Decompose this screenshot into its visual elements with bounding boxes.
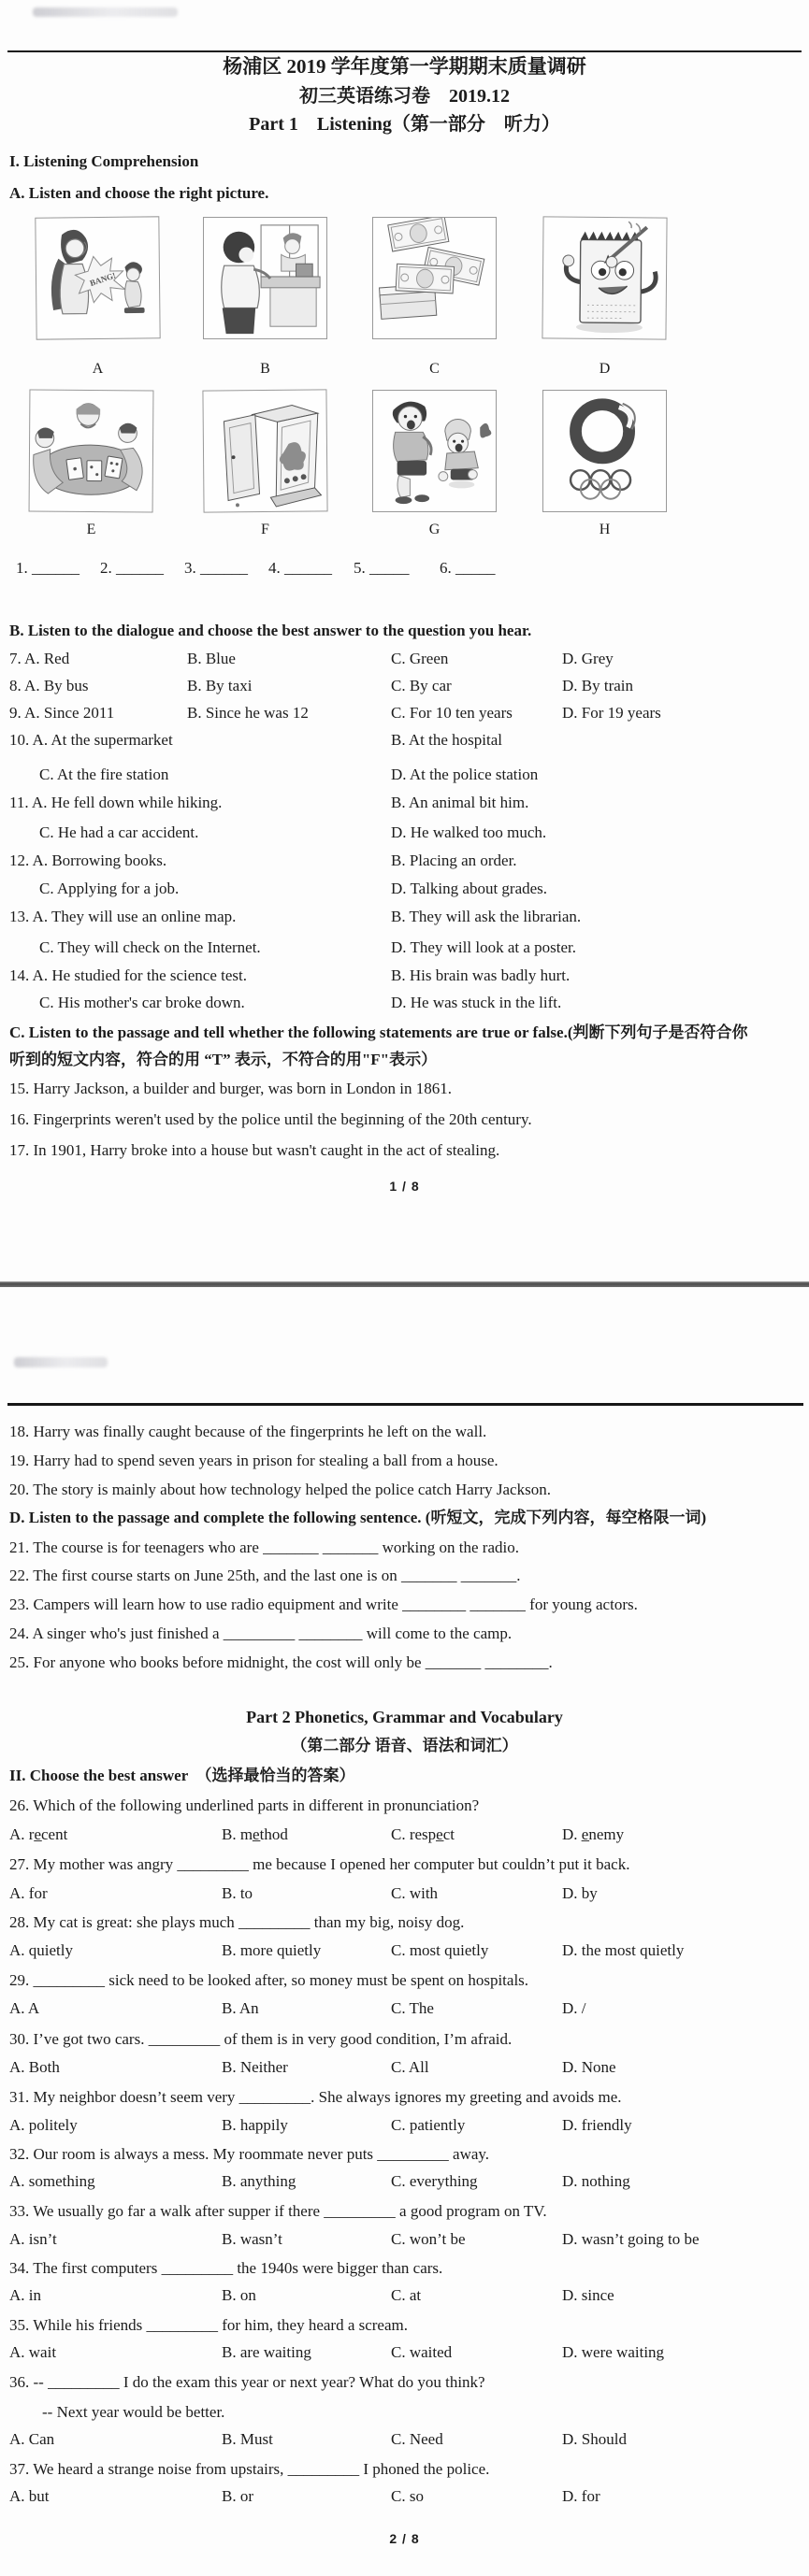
picture-a-label: A	[92, 361, 104, 377]
question-14-row1	[0, 966, 809, 987]
section-c-heading-line2: 听到的短文内容，符合的用 “T” 表示，不符合的用"F"表示）	[9, 1051, 438, 1068]
q12-option-a: 12. A. Borrowing books.	[9, 852, 167, 869]
question-13-row2	[0, 938, 809, 959]
q8-option-a: 8. A. By bus	[9, 677, 89, 694]
q28-option-d: D. the most quietly	[562, 1941, 685, 1959]
answer-blank-2: 2. ______	[100, 559, 164, 577]
q33-option-c: C. won’t be	[391, 2230, 466, 2248]
page2-number: 2 / 8	[389, 2531, 420, 2546]
rings-image	[543, 391, 666, 511]
counter-scene-image	[204, 218, 326, 338]
q12-option-c: C. Applying for a job.	[39, 880, 180, 897]
q9-option-a: 9. A. Since 2011	[9, 704, 115, 722]
q12-option-b: B. Placing an order.	[391, 852, 517, 869]
q14-option-b: B. His brain was badly hurt.	[391, 966, 571, 984]
bang-text: BANG!	[88, 270, 117, 288]
question-14-row2	[0, 994, 809, 1014]
fill-23: 23. Campers will learn how to use radio equipment and write ________ _______ for young actors.	[9, 1596, 638, 1613]
section-b-heading: B. Listen to the dialogue and choose the best answer to the question you hear.	[9, 622, 532, 639]
fill-22: 22. The first course starts on June 25th, and the last one is on _______ _______.	[9, 1567, 521, 1584]
q30-option-a: A. Both	[9, 2058, 60, 2076]
q36-option-a: A. Can	[9, 2430, 55, 2448]
card-game-image	[30, 391, 153, 512]
q34-option-a: A. in	[9, 2286, 41, 2304]
page-break-bar	[0, 1281, 809, 1287]
q31-option-d: D. friendly	[562, 2116, 632, 2134]
section-d-heading: D. Listen to the passage and complete the following sentence. (听短文，完成下列内容，每空格限一词)	[9, 1509, 707, 1526]
q8-option-c: C. By car	[391, 677, 452, 694]
q33-option-b: B. wasn’t	[222, 2230, 282, 2248]
q36-option-b: B. Must	[222, 2430, 273, 2448]
q37-stem: 37. We heard a strange noise from upstairs, _________ I phoned the police.	[9, 2460, 490, 2478]
q36-stem: 36. -- _________ I do the exam this year or next year? What do you think?	[9, 2373, 485, 2391]
fill-21: 21. The course is for teenagers who are _______ _______ working on the radio.	[9, 1538, 519, 1556]
q37-options	[0, 2487, 809, 2508]
q34-option-b: B. on	[222, 2286, 256, 2304]
q28-option-b: B. more quietly	[222, 1941, 322, 1959]
q27-stem: 27. My mother was angry _________ me because I opened her computer but couldn’t put it back.	[9, 1855, 630, 1873]
q10-option-a: 10. A. At the supermarket	[9, 731, 173, 749]
fill-25: 25. For anyone who books before midnight, the cost will only be _______ ________.	[9, 1653, 553, 1671]
picture-d-frame	[542, 216, 667, 339]
q36-stem-line2: -- Next year would be better.	[42, 2403, 225, 2421]
q10-option-c: C. At the fire station	[39, 766, 169, 783]
statement-20: 20. The story is mainly about how technology helped the police catch Harry Jackson.	[9, 1481, 551, 1498]
picture-e-label: E	[86, 522, 96, 537]
q14-option-c: C. His mother's car broke down.	[39, 994, 245, 1011]
q26-option-b: B. me̲thod	[222, 1825, 288, 1843]
picture-g-frame	[372, 390, 497, 512]
notepad-character-image	[542, 217, 666, 338]
picture-f-label: F	[261, 522, 269, 537]
fill-24: 24. A singer who's just finished a _________ ________ will come to the camp.	[9, 1624, 513, 1642]
q27-option-c: C. with	[391, 1884, 439, 1902]
q31-stem: 31. My neighbor doesn’t seem very _________. She always ignores my greeting and avoids me.	[9, 2088, 622, 2106]
q13-option-c: C. They will check on the Internet.	[39, 938, 261, 956]
q37-option-b: B. or	[222, 2487, 253, 2505]
picture-f-frame	[202, 389, 327, 512]
q34-option-c: C. at	[391, 2286, 422, 2304]
answer-blank-5: 5. _____	[354, 559, 410, 577]
scan-smudge-top	[33, 7, 178, 17]
q31-option-b: B. happily	[222, 2116, 288, 2134]
part1-title: Part 1 Listening（第一部分 听力）	[249, 114, 560, 135]
q30-option-d: D. None	[562, 2058, 616, 2076]
q27-option-b: B. to	[222, 1884, 253, 1902]
statement-17: 17. In 1901, Harry broke into a house but wasn't caught in the act of stealing.	[9, 1141, 500, 1159]
q27-options	[0, 1884, 809, 1905]
q12-option-d: D. Talking about grades.	[391, 880, 548, 897]
question-10-row1	[0, 731, 809, 751]
q26-option-d: D. e̲nemy	[562, 1825, 625, 1843]
q14-option-a: 14. A. He studied for the science test.	[9, 966, 247, 984]
q34-options	[0, 2286, 809, 2307]
q7-option-a: 7. A. Red	[9, 650, 70, 667]
statement-15: 15. Harry Jackson, a builder and burger, was born in London in 1861.	[9, 1080, 453, 1097]
q9-option-c: C. For 10 ten years	[391, 704, 513, 722]
q28-options	[0, 1941, 809, 1962]
q13-option-a: 13. A. They will use an online map.	[9, 908, 237, 925]
q29-option-b: B. An	[222, 1999, 259, 2017]
q11-option-c: C. He had a car accident.	[39, 823, 199, 841]
question-12-row1	[0, 852, 809, 872]
page1-top-rule	[7, 50, 802, 52]
q26-option-a: A. re̲cent	[9, 1825, 68, 1843]
q31-option-c: C. patiently	[391, 2116, 466, 2134]
picture-h-frame	[542, 390, 667, 512]
children-playing-image	[373, 391, 496, 511]
q30-option-c: C. All	[391, 2058, 429, 2076]
bang-scene-image	[36, 217, 159, 338]
question-13-row1	[0, 908, 809, 928]
page2-top-rule	[7, 1403, 803, 1406]
picture-h-label: H	[599, 522, 611, 537]
q9-option-b: B. Since he was 12	[187, 704, 309, 722]
q32-options	[0, 2172, 809, 2193]
q33-option-d: D. wasn’t going to be	[562, 2230, 700, 2248]
q34-stem: 34. The first computers _________ the 1940s were bigger than cars.	[9, 2259, 443, 2277]
q33-stem: 33. We usually go far a walk after supper if there _________ a good program on TV.	[9, 2202, 547, 2220]
question-9-options	[0, 704, 809, 724]
paper-subtitle: 初三英语练习卷 2019.12	[299, 86, 510, 107]
q7-option-b: B. Blue	[187, 650, 236, 667]
section-ii-heading: II. Choose the best answer （选择最恰当的答案）	[9, 1767, 355, 1784]
q14-option-d: D. He was stuck in the lift.	[391, 994, 562, 1011]
q30-option-b: B. Neither	[222, 2058, 288, 2076]
q13-option-d: D. They will look at a poster.	[391, 938, 576, 956]
question-8-options	[0, 677, 809, 697]
q9-option-d: D. For 19 years	[562, 704, 661, 722]
q10-option-b: B. At the hospital	[391, 731, 502, 749]
q30-options	[0, 2058, 809, 2079]
q34-option-d: D. since	[562, 2286, 614, 2304]
q29-options	[0, 1999, 809, 2020]
q7-option-d: D. Grey	[562, 650, 614, 667]
q29-option-c: C. The	[391, 1999, 434, 2017]
q36-option-c: C. Need	[391, 2430, 443, 2448]
q32-option-b: B. anything	[222, 2172, 296, 2190]
q36-options	[0, 2430, 809, 2451]
picture-g-label: G	[428, 522, 441, 537]
q35-option-d: D. were waiting	[562, 2343, 665, 2361]
statement-19: 19. Harry had to spend seven years in prison for stealing a ball from a house.	[9, 1452, 498, 1469]
q33-option-a: A. isn’t	[9, 2230, 57, 2248]
picture-d-label: D	[599, 361, 611, 377]
q37-option-c: C. so	[391, 2487, 424, 2505]
q29-option-a: A. A	[9, 1999, 40, 2017]
section-listening-heading: I. Listening Comprehension	[9, 152, 199, 170]
q35-option-c: C. waited	[391, 2343, 453, 2361]
q37-option-a: A. but	[9, 2487, 50, 2505]
picture-b-frame	[203, 217, 327, 339]
q28-option-a: A. quietly	[9, 1941, 73, 1959]
q8-option-b: B. By taxi	[187, 677, 253, 694]
question-11-row2	[0, 823, 809, 844]
q28-stem: 28. My cat is great: she plays much _________ than my big, noisy dog.	[9, 1913, 465, 1931]
picture-c-label: C	[429, 361, 440, 377]
q26-stem: 26. Which of the following underlined parts in different in pronunciation?	[9, 1796, 480, 1814]
answer-blank-4: 4. ______	[268, 559, 332, 577]
q31-options	[0, 2116, 809, 2137]
q32-stem: 32. Our room is always a mess. My roommate never puts _________ away.	[9, 2145, 490, 2163]
q32-option-a: A. something	[9, 2172, 95, 2190]
page-title: 杨浦区 2019 学年度第一学期期末质量调研	[223, 55, 586, 78]
page1-number: 1 / 8	[389, 1179, 420, 1194]
q30-stem: 30. I’ve got two cars. _________ of them is in very good condition, I’m afraid.	[9, 2030, 513, 2048]
section-a-heading: A. Listen and choose the right picture.	[9, 184, 269, 202]
answer-blank-6: 6. _____	[440, 559, 496, 577]
statement-18: 18. Harry was finally caught because of the fingerprints he left on the wall.	[9, 1423, 487, 1440]
picture-answer-blanks	[0, 559, 809, 580]
answer-blank-3: 3. ______	[184, 559, 248, 577]
picture-a-frame	[35, 216, 160, 339]
q35-stem: 35. While his friends _________ for him, they heard a scream.	[9, 2316, 408, 2334]
q11-option-b: B. An animal bit him.	[391, 794, 529, 811]
q8-option-d: D. By train	[562, 677, 634, 694]
question-11-row1	[0, 794, 809, 814]
picture-b-label: B	[260, 361, 270, 377]
q32-option-d: D. nothing	[562, 2172, 630, 2190]
q7-option-c: C. Green	[391, 650, 449, 667]
part2-title-en: Part 2 Phonetics, Grammar and Vocabulary	[246, 1708, 563, 1726]
q35-options	[0, 2343, 809, 2364]
q31-option-a: A. politely	[9, 2116, 78, 2134]
q29-option-d: D. /	[562, 1999, 586, 2017]
part2-title-cn: （第二部分 语音、语法和词汇）	[291, 1737, 518, 1754]
q11-option-a: 11. A. He fell down while hiking.	[9, 794, 223, 811]
picture-e-frame	[29, 390, 154, 513]
q26-option-c: C. respe̲ct	[391, 1825, 455, 1843]
q36-option-d: D. Should	[562, 2430, 627, 2448]
q27-option-a: A. for	[9, 1884, 48, 1902]
open-booth-image	[203, 390, 326, 511]
q27-option-d: D. by	[562, 1884, 598, 1902]
money-image	[373, 218, 496, 338]
q35-option-b: B. are waiting	[222, 2343, 311, 2361]
q29-stem: 29. _________ sick need to be looked after, so money must be spent on hospitals.	[9, 1971, 529, 1989]
q35-option-a: A. wait	[9, 2343, 57, 2361]
q33-options	[0, 2230, 809, 2251]
q32-option-c: C. everything	[391, 2172, 478, 2190]
question-10-row2	[0, 766, 809, 786]
q37-option-d: D. for	[562, 2487, 600, 2505]
section-c-heading-line1: C. Listen to the passage and tell whether the following statements are true or false.(判断下列句子是否符合你	[9, 1023, 748, 1041]
q10-option-d: D. At the police station	[391, 766, 539, 783]
q26-options	[0, 1825, 809, 1846]
picture-c-frame	[372, 217, 497, 339]
q13-option-b: B. They will ask the librarian.	[391, 908, 582, 925]
q11-option-d: D. He walked too much.	[391, 823, 547, 841]
statement-16: 16. Fingerprints weren't used by the police until the beginning of the 20th century.	[9, 1110, 532, 1128]
q28-option-c: C. most quietly	[391, 1941, 489, 1959]
question-12-row2	[0, 880, 809, 900]
scan-smudge-page2	[14, 1357, 108, 1367]
question-7-options	[0, 650, 809, 670]
answer-blank-1: 1. ______	[16, 559, 79, 577]
